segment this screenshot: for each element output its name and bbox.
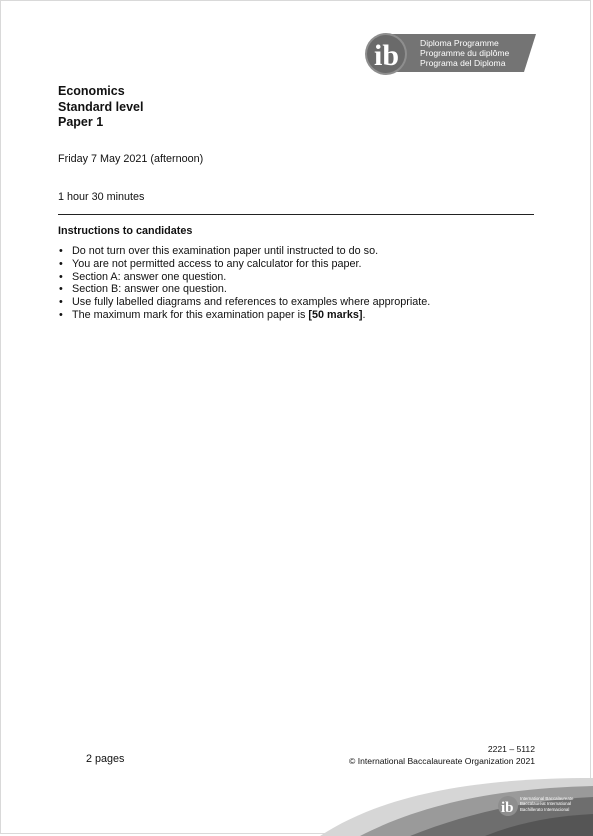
ib-diploma-logo <box>364 32 536 76</box>
exam-duration: 1 hour 30 minutes <box>58 191 145 203</box>
bullet-icon: • <box>59 270 63 283</box>
instructions-heading: Instructions to candidates <box>58 225 193 237</box>
svg-text:ib: ib <box>501 800 514 816</box>
footer-logo-text: International Baccalaureate Baccalauréat International Bachillerato Internacional <box>520 796 574 812</box>
divider <box>58 214 534 215</box>
list-item: • Use fully labelled diagrams and references to examples where appropriate. <box>59 296 431 309</box>
bullet-icon: • <box>59 257 63 270</box>
list-item: • You are not permitted access to any calculator for this paper. <box>59 257 362 270</box>
title-block <box>58 84 143 131</box>
logo-line-1: Diploma Programme <box>420 38 499 48</box>
paper-title: Paper 1 <box>58 115 104 129</box>
bullet-icon: • <box>59 308 63 321</box>
exam-code-block <box>349 743 535 767</box>
list-item: • Do not turn over this examination paper until instructed to do so. <box>59 245 379 257</box>
bullet-icon: • <box>59 245 63 257</box>
page-count: 2 pages <box>86 753 125 765</box>
exam-code: 2221 – 5112 <box>487 744 535 754</box>
level-title: Standard level <box>58 99 144 114</box>
logo-line-3: Programa del Diploma <box>420 58 506 69</box>
svg-text:ib: ib <box>374 39 400 72</box>
list-item: • Section B: answer one question. <box>59 283 227 296</box>
bullet-icon: • <box>59 296 63 309</box>
copyright: © International Baccalaureate Organization 2021 <box>349 756 535 766</box>
exam-date: Friday 7 May 2021 (afternoon) <box>58 153 204 165</box>
list-item: • Section A: answer one question. <box>59 270 227 283</box>
instructions-list <box>58 245 430 322</box>
max-marks: [50 marks] <box>308 308 363 321</box>
bullet-icon: • <box>59 283 63 296</box>
logo-text <box>420 38 509 69</box>
logo-line-2: Programme du diplôme <box>420 48 510 59</box>
list-item: • The maximum mark for this examination paper is [50 marks]. <box>59 308 366 321</box>
subject-title: Economics <box>58 84 125 98</box>
